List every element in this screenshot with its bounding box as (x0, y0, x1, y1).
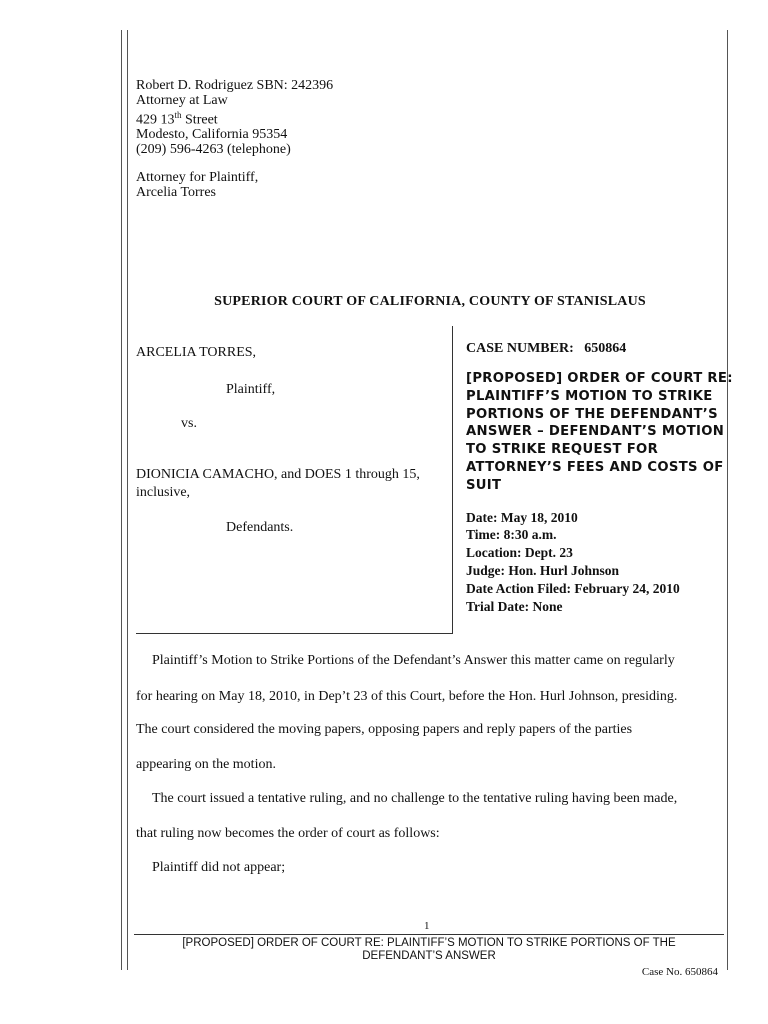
footer-rule (134, 934, 724, 935)
body-paragraph-line: Plaintiff’s Motion to Strike Portions of the Defendant’s Answer this matter came on regularly (152, 653, 675, 668)
footer-case-number: Case No. 650864 (641, 966, 718, 978)
attorney-phone: (209) 596-4263 (telephone) (136, 141, 291, 157)
defendant-name: DIONICIA CAMACHO, and DOES 1 through 15, (136, 467, 420, 482)
caption-horizontal-rule (136, 633, 453, 634)
page-number: 1 (424, 920, 430, 932)
hearing-judge: Judge: Hon. Hurl Johnson (466, 562, 620, 578)
document-title-line: SUIT (466, 477, 502, 493)
body-paragraph-line: The court considered the moving papers, opposing papers and reply papers of the parties (136, 722, 633, 737)
hearing-date: Date: May 18, 2010 (466, 509, 578, 525)
plaintiff-name: ARCELIA TORRES, (136, 345, 257, 360)
document-title (466, 370, 766, 495)
attorney-block (136, 79, 333, 200)
date-action-filed: Date Action Filed: February 24, 2010 (466, 580, 680, 596)
footer-title (134, 937, 724, 963)
document-title-line: [PROPOSED] ORDER OF COURT RE: (466, 371, 733, 386)
versus: vs. (181, 416, 197, 431)
case-number-label: CASE NUMBER: (466, 341, 574, 356)
attorney-client: Arcelia Torres (136, 184, 217, 200)
caption-vertical-rule (452, 326, 453, 634)
hearing-location: Location: Dept. 23 (466, 545, 573, 561)
footer-title-line: [PROPOSED] ORDER OF COURT RE: PLAINTIFF’S MOTION TO STRIKE PORTIONS OF THE (182, 937, 676, 949)
body-paragraph-line: appearing on the motion. (136, 757, 276, 772)
plaintiff-role: Plaintiff, (226, 382, 276, 397)
document-title-line: ANSWER – DEFENDANT’S MOTION (466, 424, 725, 440)
attorney-title: Attorney at Law (136, 92, 228, 108)
case-info-block (466, 341, 766, 615)
attorney-city: Modesto, California 95354 (136, 127, 288, 143)
court-title: SUPERIOR COURT OF CALIFORNIA, COUNTY OF STANISLAUS (214, 294, 646, 309)
document-title-line: ATTORNEY’S FEES AND COSTS OF (466, 459, 724, 475)
defendant-name-cont: inclusive, (136, 485, 191, 500)
case-number: 650864 (584, 341, 627, 356)
hearing-time: Time: 8:30 a.m. (466, 527, 557, 543)
left-margin-line-inner (127, 30, 128, 970)
hearing-details (466, 509, 766, 616)
trial-date: Trial Date: None (466, 598, 563, 614)
document-title-line: PLAINTIFF’S MOTION TO STRIKE (466, 388, 713, 404)
document-title-line: PORTIONS OF THE DEFENDANT’S (466, 406, 718, 422)
body-paragraph-line: that ruling now becomes the order of court as follows: (136, 826, 440, 841)
body-paragraph-line: Plaintiff did not appear; (152, 860, 286, 875)
footer-title-line: DEFENDANT’S ANSWER (362, 950, 496, 962)
body-paragraph-line: for hearing on May 18, 2010, in Dep’t 23 of this Court, before the Hon. Hurl Johnson, presiding. (136, 689, 678, 704)
case-number-line (466, 341, 766, 357)
body-paragraph-line: The court issued a tentative ruling, and no challenge to the tentative ruling having been made, (152, 791, 678, 806)
attorney-name: Robert D. Rodriguez SBN: 242396 (136, 78, 334, 93)
attorney-street: 429 13th Street (136, 110, 218, 128)
document-title-line: TO STRIKE REQUEST FOR (466, 442, 659, 458)
left-margin-line-outer (121, 30, 122, 970)
defendant-role: Defendants. (226, 520, 294, 535)
attorney-for: Attorney for Plaintiff, (136, 170, 259, 186)
